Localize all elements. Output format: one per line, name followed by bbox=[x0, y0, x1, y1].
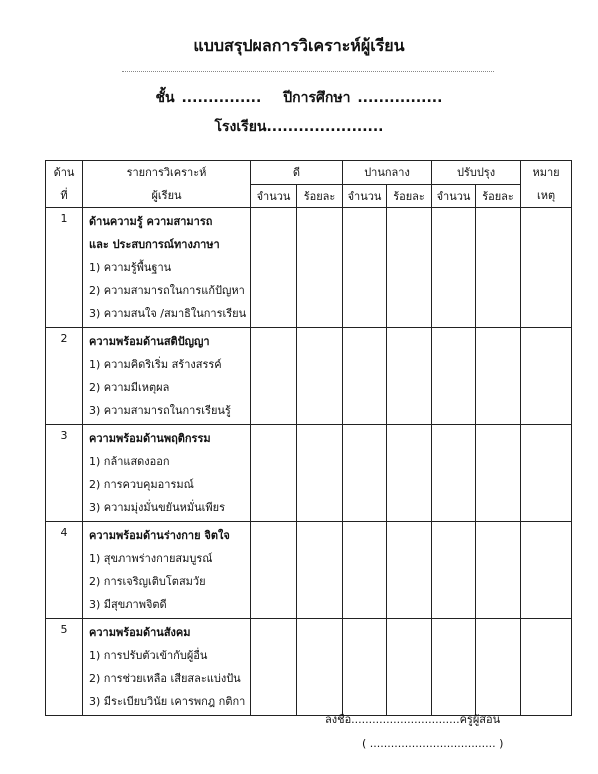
improve-percent-cell[interactable] bbox=[476, 522, 521, 619]
note-cell[interactable] bbox=[521, 425, 572, 522]
row-number: 1 bbox=[46, 208, 83, 328]
medium-percent-cell[interactable] bbox=[387, 522, 432, 619]
table-row bbox=[46, 522, 572, 619]
row-items: ความพร้อมด้านพฤติกรรม 1) กล้าแสดงออก 2) การควบคุมอารมณ์ 3) ความมุ่งมั่นขยันหมั่นเพียร bbox=[83, 425, 251, 522]
row-items: ด้านความรู้ ความสามารถ และ ประสบการณ์ทางภาษา 1) ความรู้พื้นฐาน 2) ความสามารถในการแก้ปัญหา 3) ความสนใจ /สมาธิในการเรียน bbox=[83, 208, 251, 328]
row-items: ความพร้อมด้านร่างกาย จิตใจ 1) สุขภาพร่างกายสมบูรณ์ 2) การเจริญเติบโตสมวัย 3) มีสุขภาพจิตดี bbox=[83, 522, 251, 619]
good-percent-cell[interactable] bbox=[297, 522, 343, 619]
good-percent-cell[interactable] bbox=[297, 619, 343, 716]
table-row bbox=[46, 328, 572, 425]
medium-percent-cell[interactable] bbox=[387, 208, 432, 328]
note-cell[interactable] bbox=[521, 522, 572, 619]
good-count-header: จำนวน bbox=[251, 184, 297, 208]
good-header: ดี bbox=[251, 161, 343, 185]
year-field: ปีการศึกษา ................ bbox=[283, 90, 443, 106]
improve-percent-cell[interactable] bbox=[476, 328, 521, 425]
good-percent-header: ร้อยละ bbox=[297, 184, 343, 208]
improve-count-header: จำนวน bbox=[432, 184, 476, 208]
row-number: 3 bbox=[46, 425, 83, 522]
good-count-cell[interactable] bbox=[251, 328, 297, 425]
row-number: 4 bbox=[46, 522, 83, 619]
improve-count-cell[interactable] bbox=[432, 425, 476, 522]
school-field: โรงเรียน...................... bbox=[214, 119, 384, 135]
improve-percent-cell[interactable] bbox=[476, 619, 521, 716]
medium-count-cell[interactable] bbox=[343, 522, 387, 619]
row-number: 2 bbox=[46, 328, 83, 425]
class-year-line bbox=[0, 87, 598, 109]
note-cell[interactable] bbox=[521, 208, 572, 328]
table-row bbox=[46, 619, 572, 716]
row-items: ความพร้อมด้านสติปัญญา 1) ความคิดริเริ่ม สร้างสรรค์ 2) ความมีเหตุผล 3) ความสามารถในการเรียนรู้ bbox=[83, 328, 251, 425]
medium-count-cell[interactable] bbox=[343, 619, 387, 716]
medium-percent-cell[interactable] bbox=[387, 619, 432, 716]
table-row bbox=[46, 208, 572, 328]
signature-line: ลงชื่อ...............................ครูผู้สอน bbox=[325, 713, 501, 726]
good-percent-cell[interactable] bbox=[297, 208, 343, 328]
analysis-items-header: รายการวิเคราะห์ ผู้เรียน bbox=[83, 161, 251, 208]
class-field: ชั้น ............... bbox=[155, 90, 262, 106]
medium-percent-header: ร้อยละ bbox=[387, 184, 432, 208]
note-header: หมาย เหตุ bbox=[521, 161, 572, 208]
good-count-cell[interactable] bbox=[251, 208, 297, 328]
improve-count-cell[interactable] bbox=[432, 328, 476, 425]
medium-percent-cell[interactable] bbox=[387, 425, 432, 522]
good-count-cell[interactable] bbox=[251, 619, 297, 716]
good-percent-cell[interactable] bbox=[297, 328, 343, 425]
medium-count-cell[interactable] bbox=[343, 425, 387, 522]
good-count-cell[interactable] bbox=[251, 522, 297, 619]
row-items: ความพร้อมด้านสังคม 1) การปรับตัวเข้ากับผู้อื่น 2) การช่วยเหลือ เสียสละแบ่งปัน 3) มีระเบียบวินัย เคารพกฎ กติกา bbox=[83, 619, 251, 716]
table-row bbox=[46, 425, 572, 522]
good-count-cell[interactable] bbox=[251, 425, 297, 522]
medium-count-cell[interactable] bbox=[343, 328, 387, 425]
improve-count-cell[interactable] bbox=[432, 619, 476, 716]
improve-count-cell[interactable] bbox=[432, 208, 476, 328]
improve-header: ปรับปรุง bbox=[432, 161, 521, 185]
medium-count-cell[interactable] bbox=[343, 208, 387, 328]
dotted-divider bbox=[122, 71, 494, 72]
improve-percent-header: ร้อยละ bbox=[476, 184, 521, 208]
improve-percent-cell[interactable] bbox=[476, 208, 521, 328]
medium-count-header: จำนวน bbox=[343, 184, 387, 208]
medium-header: ปานกลาง bbox=[343, 161, 432, 185]
signature-name-line: ( .................................... ) bbox=[362, 737, 504, 750]
analysis-table bbox=[45, 160, 572, 716]
page-title: แบบสรุปผลการวิเคราะห์ผู้เรียน bbox=[193, 36, 405, 55]
topic-number-header: ด้าน ที่ bbox=[46, 161, 83, 208]
row-number: 5 bbox=[46, 619, 83, 716]
improve-count-cell[interactable] bbox=[432, 522, 476, 619]
medium-percent-cell[interactable] bbox=[387, 328, 432, 425]
note-cell[interactable] bbox=[521, 619, 572, 716]
improve-percent-cell[interactable] bbox=[476, 425, 521, 522]
note-cell[interactable] bbox=[521, 328, 572, 425]
good-percent-cell[interactable] bbox=[297, 425, 343, 522]
